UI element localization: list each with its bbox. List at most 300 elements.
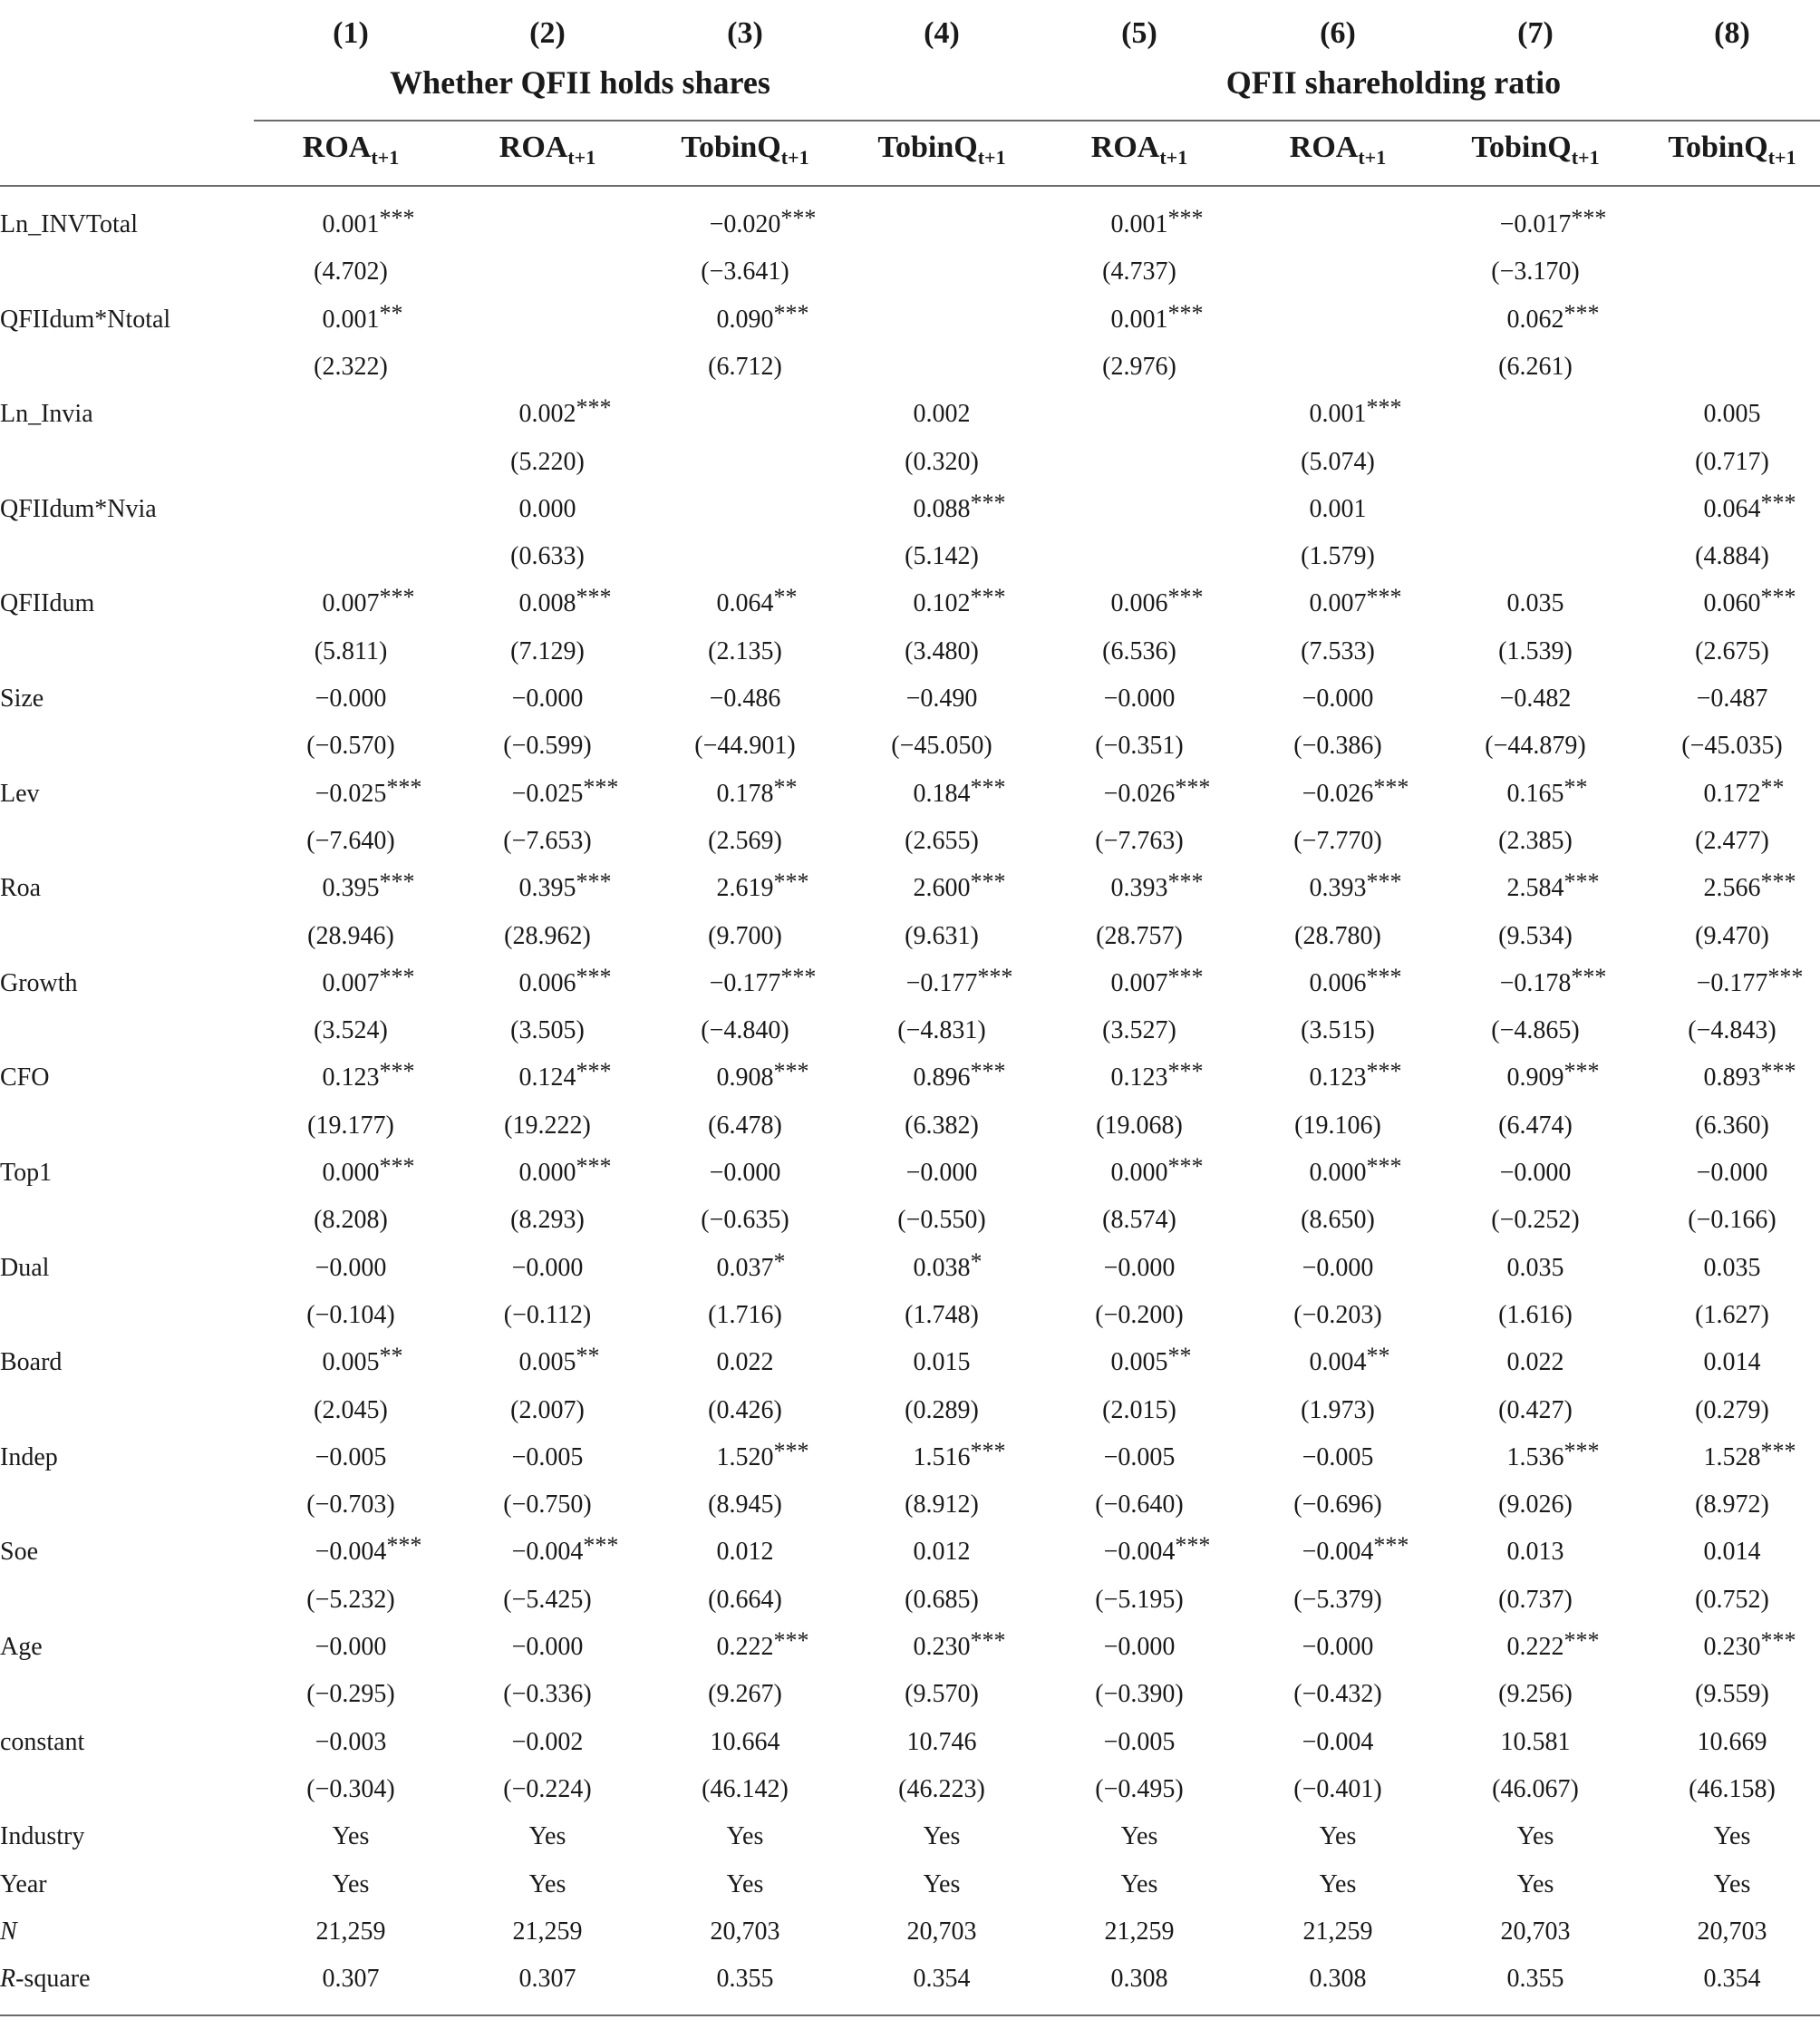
coefficient-cell: 0.165 ** [1506, 773, 1588, 808]
t-stat-cell: (2.675) [1695, 636, 1769, 665]
t-stat-cell: (5.074) [1301, 447, 1375, 476]
t-stat-cell: (4.702) [314, 257, 388, 286]
coefficient-cell: −0.000 [709, 1159, 781, 1187]
footer-cell: 20,703 [906, 1917, 977, 1946]
footer-cell: 21,259 [1104, 1917, 1175, 1946]
t-stat-cell: (6.474) [1498, 1111, 1573, 1140]
column-header-subscript: t+1 [780, 146, 809, 169]
row-label: QFIIdum*Ntotal [0, 305, 171, 334]
t-stat-cell: (−0.252) [1491, 1206, 1580, 1235]
t-stat-cell: (−7.653) [503, 826, 592, 855]
coefficient-cell: 2.600 *** [913, 869, 1006, 903]
t-stat-cell: (2.477) [1695, 826, 1769, 855]
coefficient-cell: −0.487 [1696, 684, 1768, 713]
t-stat-cell: (−0.112) [503, 1300, 592, 1329]
footer-cell: 0.354 [913, 1965, 971, 1994]
t-stat-cell: (0.633) [510, 542, 585, 571]
coefficient-cell: 0.038 * [913, 1247, 983, 1282]
t-stat-cell: (−45.050) [891, 732, 992, 761]
t-stat-cell: (−0.200) [1095, 1300, 1184, 1329]
t-stat-cell: (5.142) [905, 542, 979, 571]
footer-cell: 20,703 [1500, 1917, 1571, 1946]
column-header [1238, 131, 1438, 170]
t-stat-cell: (−0.390) [1095, 1680, 1184, 1709]
t-stat-cell: (2.045) [314, 1395, 388, 1424]
t-stat-cell: (−44.901) [694, 732, 796, 761]
t-stat-cell: (8.972) [1695, 1490, 1769, 1519]
t-stat-cell: (−0.166) [1688, 1206, 1776, 1235]
row-label: Board [0, 1348, 63, 1377]
coefficient-cell: −0.005 [1103, 1442, 1176, 1471]
row-label: Year [0, 1869, 47, 1898]
t-stat-cell: (−5.232) [306, 1585, 395, 1614]
t-stat-cell: (−7.640) [306, 826, 395, 855]
coefficient-cell: −0.000 [1103, 1253, 1176, 1282]
coefficient-cell: −0.000 [1302, 1633, 1374, 1661]
column-header-base: TobinQ [877, 131, 978, 164]
coefficient-cell: −0.005 [1103, 1727, 1176, 1756]
t-stat-cell: (5.220) [510, 447, 585, 476]
coefficient-cell: 0.222 *** [716, 1627, 809, 1661]
column-number: (5) [1121, 16, 1157, 50]
coefficient-cell: −0.005 [511, 1442, 584, 1471]
footer-cell: 20,703 [710, 1917, 780, 1946]
coefficient-cell: 2.619 *** [716, 869, 809, 903]
coefficient-cell: 0.005 ** [518, 1343, 600, 1377]
coefficient-cell: 0.001 *** [1309, 394, 1402, 429]
t-stat-cell: (1.973) [1301, 1395, 1375, 1424]
t-stat-cell: (−0.599) [503, 732, 592, 761]
coefficient-cell: −0.004 [1302, 1727, 1374, 1756]
footer-cell: Yes [1713, 1869, 1751, 1898]
footer-cell: Yes [528, 1822, 566, 1851]
t-stat-cell: (28.946) [307, 921, 394, 950]
t-stat-cell: (1.716) [708, 1300, 782, 1329]
coefficient-cell: 0.002 [913, 400, 971, 429]
t-stat-cell: (−0.351) [1095, 732, 1184, 761]
t-stat-cell: (46.158) [1689, 1774, 1776, 1803]
row-label: QFIIdum*Nvia [0, 494, 157, 523]
coefficient-cell: 0.000 *** [1110, 1153, 1204, 1187]
coefficient-cell: 0.102 *** [913, 584, 1006, 618]
t-stat-cell: (−7.763) [1095, 826, 1184, 855]
column-header-base: TobinQ [1668, 131, 1768, 164]
column-header [842, 131, 1041, 170]
column-header [645, 131, 845, 170]
footer-cell: 0.308 [1110, 1965, 1168, 1994]
coefficient-cell: 0.006 *** [518, 963, 612, 997]
coefficient-cell: 0.184 *** [913, 773, 1006, 808]
coefficient-cell: 0.006 *** [1110, 584, 1204, 618]
column-header-subscript: t+1 [1767, 146, 1796, 169]
t-stat-cell: (9.534) [1498, 921, 1573, 950]
coefficient-cell: −0.025 *** [511, 773, 619, 808]
row-label: Dual [0, 1253, 50, 1282]
coefficient-cell: −0.000 [1103, 684, 1176, 713]
coefficient-cell: 0.000 *** [322, 1153, 415, 1187]
column-header-base: ROA [1289, 131, 1359, 164]
footer-cell: 20,703 [1697, 1917, 1767, 1946]
footer-cell: Yes [332, 1822, 370, 1851]
coefficient-cell: −0.020 *** [709, 205, 817, 238]
coefficient-cell: 0.007 *** [322, 963, 415, 997]
footer-cell: Yes [726, 1869, 764, 1898]
t-stat-cell: (9.631) [905, 921, 979, 950]
row-label: Top1 [0, 1159, 53, 1187]
t-stat-cell: (−0.386) [1293, 732, 1382, 761]
column-header-subscript: t+1 [977, 146, 1006, 169]
t-stat-cell: (7.129) [510, 636, 585, 665]
coefficient-cell: 0.006 *** [1309, 963, 1402, 997]
t-stat-cell: (−0.104) [306, 1300, 395, 1329]
column-number: (6) [1320, 16, 1356, 50]
row-label: Size [0, 684, 44, 713]
coefficient-cell: −0.178 *** [1499, 963, 1607, 997]
t-stat-cell: (−44.879) [1485, 732, 1586, 761]
coefficient-cell: 1.516 *** [913, 1437, 1006, 1471]
coefficient-cell: 0.060 *** [1703, 584, 1796, 618]
t-stat-cell: (5.811) [314, 636, 388, 665]
coefficient-cell: 0.037 * [716, 1247, 786, 1282]
row-label: Growth [0, 968, 78, 997]
coefficient-cell: −0.026 *** [1302, 773, 1409, 808]
row-label-italic: R [0, 1965, 16, 1994]
t-stat-cell: (19.068) [1096, 1111, 1183, 1140]
t-stat-cell: (28.757) [1096, 921, 1183, 950]
coefficient-cell: 0.005 ** [322, 1343, 403, 1377]
coefficient-cell: −0.000 [511, 1253, 584, 1282]
t-stat-cell: (2.322) [314, 352, 388, 381]
column-header-base: ROA [1090, 131, 1160, 164]
t-stat-cell: (2.655) [905, 826, 979, 855]
t-stat-cell: (−4.843) [1688, 1016, 1776, 1045]
column-number: (7) [1517, 16, 1554, 50]
coefficient-cell: 0.064 *** [1703, 489, 1796, 523]
column-header-base: ROA [302, 131, 372, 164]
coefficient-cell: −0.490 [905, 684, 978, 713]
t-stat-cell: (28.780) [1294, 921, 1381, 950]
group-header: Whether QFII holds shares [390, 64, 770, 101]
coefficient-cell: 0.012 [716, 1538, 774, 1567]
footer-cell: 0.355 [1506, 1965, 1564, 1994]
t-stat-cell: (−0.703) [306, 1490, 395, 1519]
coefficient-cell: −0.004 *** [315, 1532, 422, 1567]
t-stat-cell: (6.360) [1695, 1111, 1769, 1140]
coefficient-cell: 0.178 ** [716, 773, 798, 808]
coefficient-cell: 0.123 *** [322, 1058, 415, 1092]
t-stat-cell: (2.135) [708, 636, 782, 665]
t-stat-cell: (1.616) [1498, 1300, 1573, 1329]
coefficient-cell: 10.669 [1697, 1727, 1767, 1756]
coefficient-cell: 0.124 *** [518, 1058, 612, 1092]
t-stat-cell: (−0.750) [503, 1490, 592, 1519]
coefficient-cell: −0.005 [1302, 1442, 1374, 1471]
footer-cell: Yes [1120, 1822, 1158, 1851]
row-label: N [0, 1917, 17, 1946]
t-stat-cell: (0.717) [1695, 447, 1769, 476]
coefficient-cell: 0.893 *** [1703, 1058, 1796, 1092]
coefficient-cell: 10.664 [710, 1727, 780, 1756]
footer-cell: Yes [1516, 1869, 1554, 1898]
footer-cell: 0.307 [518, 1965, 576, 1994]
header-underline [0, 185, 1820, 187]
column-header [1436, 131, 1635, 170]
coefficient-cell: 0.035 [1703, 1253, 1761, 1282]
t-stat-cell: (0.426) [708, 1395, 782, 1424]
coefficient-cell: 0.000 *** [518, 1153, 612, 1187]
t-stat-cell: (0.752) [1695, 1585, 1769, 1614]
t-stat-cell: (−5.195) [1095, 1585, 1184, 1614]
coefficient-cell: 0.001 ** [322, 299, 403, 334]
t-stat-cell: (−0.495) [1095, 1774, 1184, 1803]
t-stat-cell: (−4.831) [897, 1016, 986, 1045]
row-label: CFO [0, 1063, 50, 1092]
footer-cell: 0.355 [716, 1965, 774, 1994]
t-stat-cell: (4.737) [1102, 257, 1176, 286]
coefficient-cell: −0.482 [1499, 684, 1572, 713]
t-stat-cell: (9.700) [708, 921, 782, 950]
t-stat-cell: (2.015) [1102, 1395, 1176, 1424]
coefficient-cell: −0.177 *** [709, 963, 817, 997]
coefficient-cell: 0.001 [1309, 494, 1367, 523]
column-header-subscript: t+1 [567, 146, 596, 169]
t-stat-cell: (8.912) [905, 1490, 979, 1519]
coefficient-cell: −0.004 *** [1103, 1532, 1211, 1567]
coefficient-cell: 0.007 *** [1110, 963, 1204, 997]
t-stat-cell: (−0.635) [701, 1206, 789, 1235]
coefficient-cell: 0.005 [1703, 400, 1761, 429]
footer-cell: Yes [1713, 1822, 1751, 1851]
footer-cell: 21,259 [512, 1917, 583, 1946]
t-stat-cell: (8.574) [1102, 1206, 1176, 1235]
t-stat-cell: (−0.550) [897, 1206, 986, 1235]
coefficient-cell: 2.566 *** [1703, 869, 1796, 903]
coefficient-cell: −0.000 [315, 684, 387, 713]
coefficient-cell: 0.393 *** [1309, 869, 1402, 903]
coefficient-cell: −0.000 [315, 1253, 387, 1282]
footer-cell: Yes [923, 1822, 961, 1851]
coefficient-cell: 0.022 [1506, 1348, 1564, 1377]
row-label: Ln_Invia [0, 400, 93, 429]
coefficient-cell: 10.581 [1500, 1727, 1571, 1756]
t-stat-cell: (−0.224) [503, 1774, 592, 1803]
t-stat-cell: (−0.401) [1293, 1774, 1382, 1803]
t-stat-cell: (−0.295) [306, 1680, 395, 1709]
coefficient-cell: 0.002 *** [518, 394, 612, 429]
coefficient-cell: 0.230 *** [913, 1627, 1006, 1661]
t-stat-cell: (−0.203) [1293, 1300, 1382, 1329]
t-stat-cell: (0.289) [905, 1395, 979, 1424]
column-header-subscript: t+1 [1358, 146, 1387, 169]
coefficient-cell: −0.017 *** [1499, 205, 1607, 238]
coefficient-cell: 0.123 *** [1110, 1058, 1204, 1092]
footer-cell: 0.354 [1703, 1965, 1761, 1994]
row-label: Age [0, 1633, 43, 1661]
table-bottom-rule [0, 2014, 1820, 2016]
t-stat-cell: (−0.640) [1095, 1490, 1184, 1519]
coefficient-cell: 0.395 *** [518, 869, 612, 903]
t-stat-cell: (3.527) [1102, 1016, 1176, 1045]
coefficient-cell: 0.014 [1703, 1348, 1761, 1377]
t-stat-cell: (9.559) [1695, 1680, 1769, 1709]
coefficient-cell: 0.012 [913, 1538, 971, 1567]
coefficient-cell: −0.000 [1696, 1159, 1768, 1187]
t-stat-cell: (−5.379) [1293, 1585, 1382, 1614]
t-stat-cell: (1.748) [905, 1300, 979, 1329]
column-header-subscript: t+1 [1571, 146, 1600, 169]
coefficient-cell: −0.486 [709, 684, 781, 713]
t-stat-cell: (4.884) [1695, 542, 1769, 571]
t-stat-cell: (1.579) [1301, 542, 1375, 571]
footer-cell: 21,259 [1302, 1917, 1373, 1946]
coefficient-cell: 0.172 ** [1703, 773, 1785, 808]
footer-cell: Yes [1120, 1869, 1158, 1898]
t-stat-cell: (2.007) [510, 1395, 585, 1424]
t-stat-cell: (−4.865) [1491, 1016, 1580, 1045]
t-stat-cell: (46.223) [898, 1774, 985, 1803]
coefficient-cell: 0.007 *** [1309, 584, 1402, 618]
t-stat-cell: (1.539) [1498, 636, 1573, 665]
t-stat-cell: (2.976) [1102, 352, 1176, 381]
row-label: Soe [0, 1538, 38, 1567]
t-stat-cell: (19.222) [504, 1111, 591, 1140]
coefficient-cell: 0.008 *** [518, 584, 612, 618]
coefficient-cell: 0.001 *** [1110, 299, 1204, 334]
coefficient-cell: 0.035 [1506, 589, 1564, 618]
t-stat-cell: (−3.641) [701, 257, 789, 286]
t-stat-cell: (−7.770) [1293, 826, 1382, 855]
footer-cell: Yes [332, 1869, 370, 1898]
footer-cell: 0.308 [1309, 1965, 1367, 1994]
footer-cell: Yes [726, 1822, 764, 1851]
t-stat-cell: (9.470) [1695, 921, 1769, 950]
t-stat-cell: (−0.696) [1293, 1490, 1382, 1519]
t-stat-cell: (0.685) [905, 1585, 979, 1614]
coefficient-cell: 0.005 ** [1110, 1343, 1192, 1377]
coefficient-cell: 0.000 [518, 494, 576, 523]
t-stat-cell: (−4.840) [701, 1016, 789, 1045]
t-stat-cell: (8.208) [314, 1206, 388, 1235]
coefficient-cell: 10.746 [906, 1727, 977, 1756]
coefficient-cell: 1.536 *** [1506, 1437, 1600, 1471]
t-stat-cell: (3.515) [1301, 1016, 1375, 1045]
column-number: (1) [333, 16, 369, 50]
coefficient-cell: −0.000 [511, 684, 584, 713]
coefficient-cell: 0.064 ** [716, 584, 798, 618]
t-stat-cell: (6.261) [1498, 352, 1573, 381]
t-stat-cell: (6.382) [905, 1111, 979, 1140]
t-stat-cell: (−3.170) [1491, 257, 1580, 286]
t-stat-cell: (6.712) [708, 352, 782, 381]
row-label: constant [0, 1727, 85, 1756]
column-header [251, 131, 450, 170]
t-stat-cell: (8.293) [510, 1206, 585, 1235]
coefficient-cell: 0.909 *** [1506, 1058, 1600, 1092]
column-header-base: TobinQ [1471, 131, 1572, 164]
t-stat-cell: (9.570) [905, 1680, 979, 1709]
coefficient-cell: −0.000 [1499, 1159, 1572, 1187]
coefficient-cell: −0.005 [315, 1442, 387, 1471]
coefficient-cell: 0.908 *** [716, 1058, 809, 1092]
footer-cell: 21,259 [315, 1917, 386, 1946]
coefficient-cell: 0.001 *** [322, 205, 415, 238]
coefficient-cell: −0.177 *** [1696, 963, 1804, 997]
row-label: Indep [0, 1442, 58, 1471]
coefficient-cell: 0.000 *** [1309, 1153, 1402, 1187]
t-stat-cell: (2.385) [1498, 826, 1573, 855]
coefficient-cell: 1.520 *** [716, 1437, 809, 1471]
footer-cell: Yes [1516, 1822, 1554, 1851]
coefficient-cell: −0.000 [511, 1633, 584, 1661]
coefficient-cell: 0.035 [1506, 1253, 1564, 1282]
column-header-base: ROA [499, 131, 568, 164]
t-stat-cell: (8.650) [1301, 1206, 1375, 1235]
coefficient-cell: 0.090 *** [716, 299, 809, 334]
coefficient-cell: 0.123 *** [1309, 1058, 1402, 1092]
coefficient-cell: −0.000 [315, 1633, 387, 1661]
t-stat-cell: (9.267) [708, 1680, 782, 1709]
t-stat-cell: (−0.432) [1293, 1680, 1382, 1709]
footer-cell: 0.307 [322, 1965, 380, 1994]
t-stat-cell: (28.962) [504, 921, 591, 950]
t-stat-cell: (−0.304) [306, 1774, 395, 1803]
coefficient-cell: −0.004 *** [1302, 1532, 1409, 1567]
row-label-rest: -square [15, 1965, 91, 1994]
t-stat-cell: (7.533) [1301, 636, 1375, 665]
coefficient-cell: 2.584 *** [1506, 869, 1600, 903]
column-header [448, 131, 647, 170]
column-number: (8) [1714, 16, 1750, 50]
coefficient-cell: −0.004 *** [511, 1532, 619, 1567]
t-stat-cell: (2.569) [708, 826, 782, 855]
row-label [0, 1965, 91, 1994]
coefficient-cell: −0.002 [511, 1727, 584, 1756]
coefficient-cell: 0.230 *** [1703, 1627, 1796, 1661]
row-label: QFIIdum [0, 589, 95, 618]
t-stat-cell: (46.067) [1492, 1774, 1579, 1803]
coefficient-cell: 0.062 *** [1506, 299, 1600, 334]
column-number: (3) [727, 16, 763, 50]
row-label: Roa [0, 874, 42, 903]
t-stat-cell: (3.505) [510, 1016, 585, 1045]
t-stat-cell: (0.427) [1498, 1395, 1573, 1424]
coefficient-cell: 0.004 ** [1309, 1343, 1390, 1377]
t-stat-cell: (6.536) [1102, 636, 1176, 665]
column-header [1040, 131, 1239, 170]
coefficient-cell: 0.001 *** [1110, 205, 1204, 238]
coefficient-cell: 0.395 *** [322, 869, 415, 903]
coefficient-cell: 1.528 *** [1703, 1437, 1796, 1471]
coefficient-cell: −0.025 *** [315, 773, 422, 808]
t-stat-cell: (19.106) [1294, 1111, 1381, 1140]
t-stat-cell: (46.142) [702, 1774, 789, 1803]
t-stat-cell: (19.177) [307, 1111, 394, 1140]
coefficient-cell: −0.000 [905, 1159, 978, 1187]
column-header [1632, 131, 1820, 170]
t-stat-cell: (0.279) [1695, 1395, 1769, 1424]
t-stat-cell: (−0.336) [503, 1680, 592, 1709]
footer-cell: Yes [1319, 1869, 1357, 1898]
group-header: QFII shareholding ratio [1225, 64, 1562, 101]
coefficient-cell: 0.007 *** [322, 584, 415, 618]
column-header-subscript: t+1 [371, 146, 400, 169]
coefficient-cell: −0.000 [1302, 1253, 1374, 1282]
coefficient-cell: −0.026 *** [1103, 773, 1211, 808]
footer-cell: Yes [923, 1869, 961, 1898]
coefficient-cell: 0.015 [913, 1348, 971, 1377]
t-stat-cell: (3.480) [905, 636, 979, 665]
coefficient-cell: 0.088 *** [913, 489, 1006, 523]
